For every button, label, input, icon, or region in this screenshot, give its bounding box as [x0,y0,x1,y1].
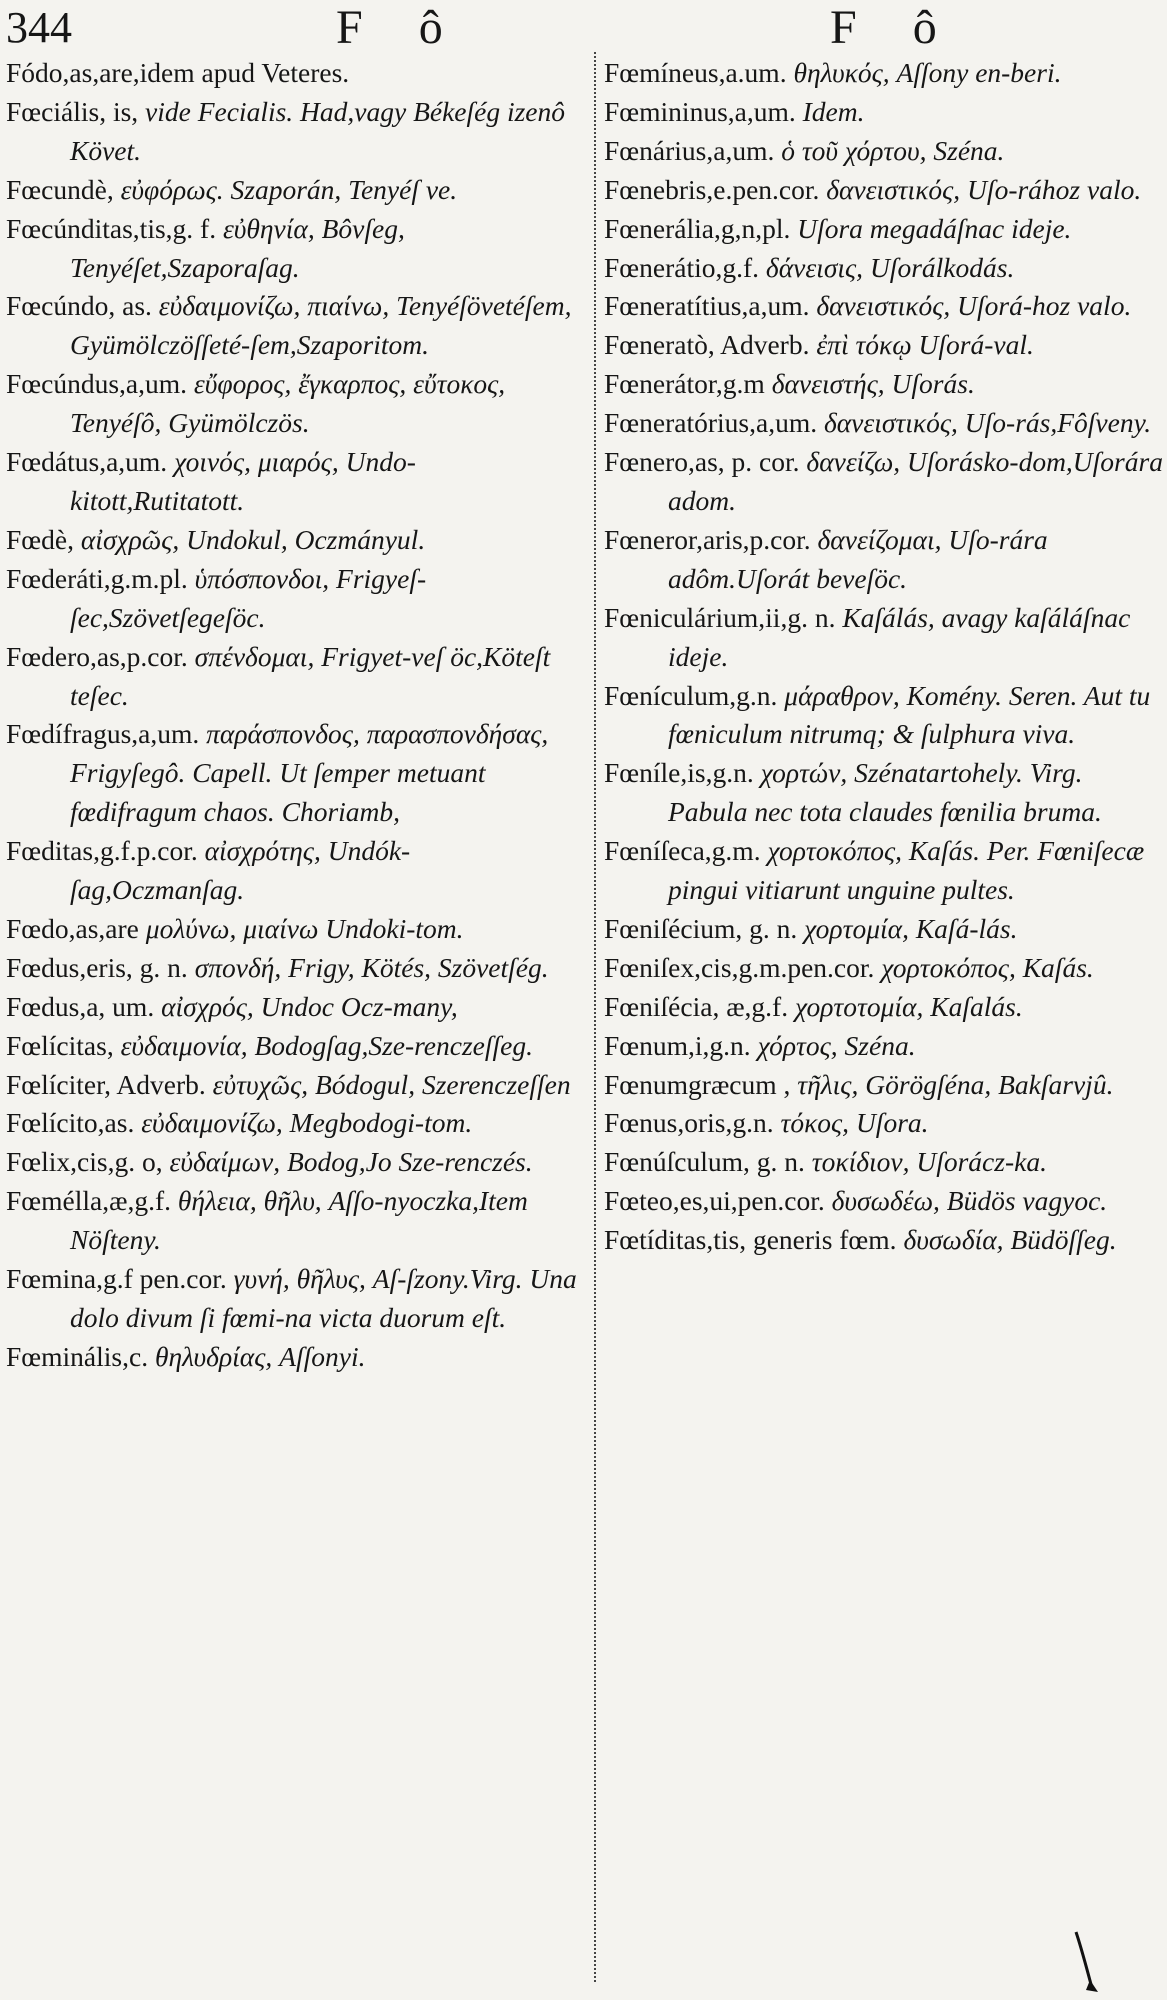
entry-greek: παράσπονδος, παρασπονδήσας, [206,718,549,750]
entry-translation: Undokul, Oczmányul. [186,523,426,555]
entry-translation: Szénatartohely. Virg. Pabula nec tota claudes fœnilia bruma. [668,757,1102,828]
entry-greek: ὁ τοῦ χόρτου, [781,134,927,166]
entry-translation: Frigyet-veſ öc,Köteſt teſec. [70,640,551,711]
entry-headword: Fœnerátor,g.m [604,368,765,400]
entry-greek: εὐφόρως. [120,173,224,205]
entry-translation: Uſora. [855,1107,929,1139]
dictionary-entry [6,1066,584,1105]
dictionary-entry [6,910,584,949]
entry-headword: Fœciális, is, [6,95,139,127]
entry-translation: Megbodogi-tom. [289,1107,473,1139]
entry-headword: Fœnárius,a,um. [604,134,775,166]
entry-translation: Idem. [802,95,865,127]
left-column [6,54,584,1377]
dictionary-entry [604,210,1164,249]
dictionary-entry [604,1027,1164,1066]
entry-headword: Fœlícito,as. [6,1107,135,1139]
entry-translation: Aſ-ſzony.Virg. Una dolo divum ſi fœmi-na victa duorum eſt. [70,1263,577,1333]
entry-headword: Fœnículum,g.n. [604,679,778,711]
entry-translation: Tenyéſövetéſem, Gyümölczöſſeté-ſem,Szaporitom. [70,290,572,361]
dictionary-entry [6,560,584,638]
entry-greek: εὐτυχῶς, [212,1068,309,1100]
entry-translation: Undoki-tom. [325,912,464,944]
dictionary-entry [604,1143,1164,1182]
entry-greek: δανειστικός, [823,407,958,439]
entry-headword: Fœlix,cis,g. o, [6,1146,163,1178]
dictionary-entry [604,132,1164,171]
entry-greek: τοκίδιον, [811,1146,910,1178]
left-running-head: F ô [336,1,465,54]
right-column [604,54,1164,1260]
entry-headword: Fœniſécia, æ,g.f. [604,990,789,1022]
dictionary-entry [6,54,584,93]
dictionary-entry [6,1027,584,1066]
page-number: 344 [6,3,72,52]
entry-translation: Bodogſag,Sze-renczeſſeg. [254,1029,533,1061]
entry-greek: χορτοτομία, [794,990,924,1022]
entry-translation: Uſorálkodás. [869,251,1015,283]
entry-headword: Fœdè, [6,523,74,555]
entry-greek: θηλυκός, [793,57,890,88]
entry-greek: εὐδαίμων, [169,1146,281,1178]
entry-greek: θήλεια, θῆλυ, [177,1185,322,1217]
dictionary-entry [6,287,584,365]
entry-headword: Fœlíciter, Adverb. [6,1068,206,1100]
entry-greek: αἰσχρότης, [204,835,321,867]
entry-translation: Bodog,Jo Sze-renczés. [286,1146,533,1178]
entry-greek: εὐδαιμονία, [120,1029,248,1061]
entry-headword: Fœnumgræcum , [604,1068,791,1100]
entry-translation: Frigyeſ-ſec,Szövetſegeſöc. [70,562,427,633]
entry-translation: Büdös vagyoc. [946,1185,1108,1217]
entry-headword: Fœnus,oris,g.n. [604,1107,774,1139]
entry-greek: εὐδαιμονίζω, πιαίνω, [158,290,390,322]
entry-greek: ὑπόσπονδοι, [194,562,330,594]
entry-translation: Kaſás. Per. Fœniſecæ pingui vitiarunt unguine pultes. [668,835,1145,906]
entry-translation: Uſorácz-ka. [916,1146,1047,1178]
dictionary-entry [604,1221,1164,1260]
entry-greek: δανείζω, [806,446,901,478]
entry-headword: Fœneratítius,a,um. [604,290,810,322]
entry-headword: Fœderáti,g.m.pl. [6,562,188,594]
dictionary-entry [6,949,584,988]
dictionary-entry [604,443,1164,521]
entry-translation: Aſſo-nyoczka,Item Nöſteny. [70,1185,528,1256]
entry-translation: Uſorásko-dom,Uſorára adom. [668,446,1163,516]
entry-translation: Fecialis. Had,vagy Békeſég izenô Követ. [70,95,566,166]
entry-translation: Büdöſſeg. [1010,1224,1117,1256]
dictionary-entry [604,521,1164,599]
entry-translation: Frigy, Kötés, Szövetſég. [288,951,549,983]
dictionary-entry [6,210,584,288]
dictionary-entry [6,1338,584,1377]
entry-headword: Fœcúndus,a,um. [6,368,188,400]
entry-greek: χορτοκόπος, [767,835,903,867]
dictionary-entry [6,715,584,832]
entry-headword: Fœniſécium, g. n. [604,912,798,944]
dictionary-entry [604,832,1164,910]
dictionary-entry [6,443,584,521]
pen-mark [1072,1930,1100,1994]
entry-greek: χοινός, μιαρός, [174,446,339,478]
entry-greek: τόκος, [780,1107,850,1139]
entry-greek: σπένδομαι, [194,640,315,672]
entry-greek: δανείζομαι, [817,523,942,555]
entry-headword: Fœminális,c. [6,1340,149,1372]
dictionary-entry [604,599,1164,677]
entry-translation: Uſora megadáſnac ideje. [797,212,1072,244]
entry-translation: Uſorá-val. [918,329,1034,361]
entry-translation: Kaſálás, avagy kaſáláſnac ideje. [668,601,1131,672]
entry-headword: Fœdo,as,are [6,912,139,944]
entry-greek: χορτοκόπος, [881,951,1016,983]
entry-greek: δυσωδέω, [831,1185,940,1217]
entry-headword: Fódo,as,are,idem apud Veteres. [6,57,350,88]
entry-greek: δανειστικός, [816,290,951,322]
entry-headword: Fœmininus,a,um. [604,95,796,127]
dictionary-entry [604,404,1164,443]
entry-translation: Kaſalás. [930,990,1023,1022]
dictionary-entry [604,949,1164,988]
entry-headword: Fœdus,a, um. [6,990,155,1022]
entry-translation: Frigyſegô. Capell. Ut ſemper metuant fœdifragum chaos. Choriamb, [70,757,486,828]
entry-translation: Undók-ſag,Oczmanſag. [70,835,411,906]
entry-headword: Fœnúſculum, g. n. [604,1146,805,1178]
entry-headword: Fœcúndo, as. [6,290,152,322]
entry-headword: Fœméllа,æ,g.f. [6,1185,171,1217]
entry-headword: Fœnero,as, p. cor. [604,446,800,478]
entry-headword: Fœneratórius,a,um. [604,407,818,439]
dictionary-entry [604,677,1164,755]
entry-greek: θηλυδρίας, [154,1340,273,1372]
entry-greek: μάραθρον, [784,679,900,711]
dictionary-entry [6,521,584,560]
entry-greek: γυνή, θῆλυς, [233,1263,366,1295]
entry-greek: αἰσχρός, [161,990,254,1022]
entry-translation: Kaſás. [1022,951,1094,983]
entry-translation: Szaporán, Tenyéſ ve. [230,173,458,205]
entry-headword: Fœmíneus,a.um. [604,57,787,88]
dictionary-entry [604,754,1164,832]
entry-headword: Fœneratò, Adverb. [604,329,810,361]
entry-headword: Fœniculárium,ii,g. n. [604,601,836,633]
entry-headword: Fœditas,g.f.p.cor. [6,835,198,867]
entry-headword: Fœdátus,a,um. [6,446,168,478]
entry-greek: δυσωδία, [903,1224,1004,1256]
entry-translation: Széna. [933,134,1005,166]
entry-headword: Fœnum,i,g.n. [604,1029,751,1061]
dictionary-entry [604,287,1164,326]
entry-greek: εὐθηνία, [222,212,315,244]
entry-headword: Fœniſex,cis,g.m.pen.cor. [604,951,875,983]
page-header [0,0,1167,54]
dictionary-entry [6,171,584,210]
dictionary-entry [604,988,1164,1027]
column-divider [594,52,596,1982]
entry-translation: Tenyéſô, Gyümölczös. [70,407,310,439]
entry-headword: Fœníle,is,g.n. [604,757,754,789]
dictionary-entry [604,171,1164,210]
entry-headword: Fœnebris,e.pen.cor. [604,173,820,205]
dictionary-entry [6,1182,584,1260]
dictionary-entry [604,326,1164,365]
entry-headword: Fœmina,g.f pen.cor. [6,1263,227,1295]
entry-translation: Görögſéna, Bakſarvjû. [865,1068,1114,1100]
entry-headword: Fœnerália,g,n,pl. [604,212,791,244]
entry-greek: χόρτος, [757,1029,838,1061]
entry-headword: Fœníſeca,g.m. [604,835,761,867]
entry-greek: δάνεισις, [765,251,864,283]
dictionary-entry [6,1143,584,1182]
entry-headword: Fœcundè, [6,173,114,205]
entry-headword: Fœneror,aris,p.cor. [604,523,811,555]
dictionary-entry [6,638,584,716]
dictionary-entry [604,249,1164,288]
entry-translation: Uſo-rához valo. [967,173,1142,205]
dictionary-entry [604,365,1164,404]
entry-greek: σπονδή, [194,951,282,983]
entry-translation: Uſorá-hoz valo. [957,290,1132,322]
dictionary-entry [6,93,584,171]
entry-translation: Kaſá-lás. [915,912,1018,944]
entry-translation: Bódogul, Szerenczeſſen [315,1068,571,1100]
dictionary-entry [604,1066,1164,1105]
entry-translation: Undo-kitott,Rutitatott. [70,446,416,516]
entry-translation: Komény. Seren. Aut tu fœniculum nitrumq; & ſulphura viva. [668,679,1151,750]
entry-greek: μολύνω, μιαίνω [145,912,319,944]
dictionary-entry [6,1104,584,1143]
dictionary-entry [6,1260,584,1338]
right-running-head: F ô [830,1,959,54]
dictionary-entry [604,54,1164,93]
entry-translation: Aſſony en-beri. [896,57,1062,88]
entry-translation: Uſorás. [891,368,975,400]
entry-translation: Aſſonyi. [279,1340,366,1372]
entry-headword: Fœdífragus,a,um. [6,718,200,750]
entry-greek: τῆλις, [797,1068,859,1100]
entry-greek: χορτών, [760,757,848,789]
entry-headword: Fœdero,as,p.cor. [6,640,188,672]
dictionary-entry [604,1104,1164,1143]
entry-greek: εὔφορος, ἔγκαρπος, εὔτοκος, [193,368,506,400]
entry-headword: Fœtíditas,tis, generis fœm. [604,1224,897,1256]
entry-greek: χορτομία, [804,912,909,944]
dictionary-entry [604,1182,1164,1221]
entry-headword: Fœdus,eris, g. n. [6,951,188,983]
entry-greek: vide [145,95,191,127]
entry-headword: Fœcúnditas,tis,g. f. [6,212,217,244]
entry-translation: Undoc Ocz-many, [260,990,458,1022]
entry-translation: Uſo-rára adôm.Uſorát beveſöc. [668,523,1048,594]
entry-greek: εὐδαιμονίζω, [141,1107,283,1139]
entry-greek: δανειστικός, [826,173,961,205]
dictionary-entry [604,93,1164,132]
entry-translation: Széna. [844,1029,916,1061]
entry-greek: ἐπὶ τόκῳ [816,329,912,361]
dictionary-entry [604,910,1164,949]
entry-headword: Fœlícitas, [6,1029,114,1061]
entry-translation: Bôvſeg, Tenyéſet,Szaporaſag. [70,212,405,283]
entry-translation: Uſo-rás,Fôſveny. [964,407,1152,439]
dictionary-entry [6,988,584,1027]
entry-greek: αἰσχρῶς, [80,523,180,555]
entry-headword: Fœteo,es,ui,pen.cor. [604,1185,825,1217]
dictionary-entry [6,365,584,443]
entry-greek: δανειστής, [771,368,885,400]
dictionary-entry [6,832,584,910]
entry-headword: Fœnerátio,g.f. [604,251,760,283]
